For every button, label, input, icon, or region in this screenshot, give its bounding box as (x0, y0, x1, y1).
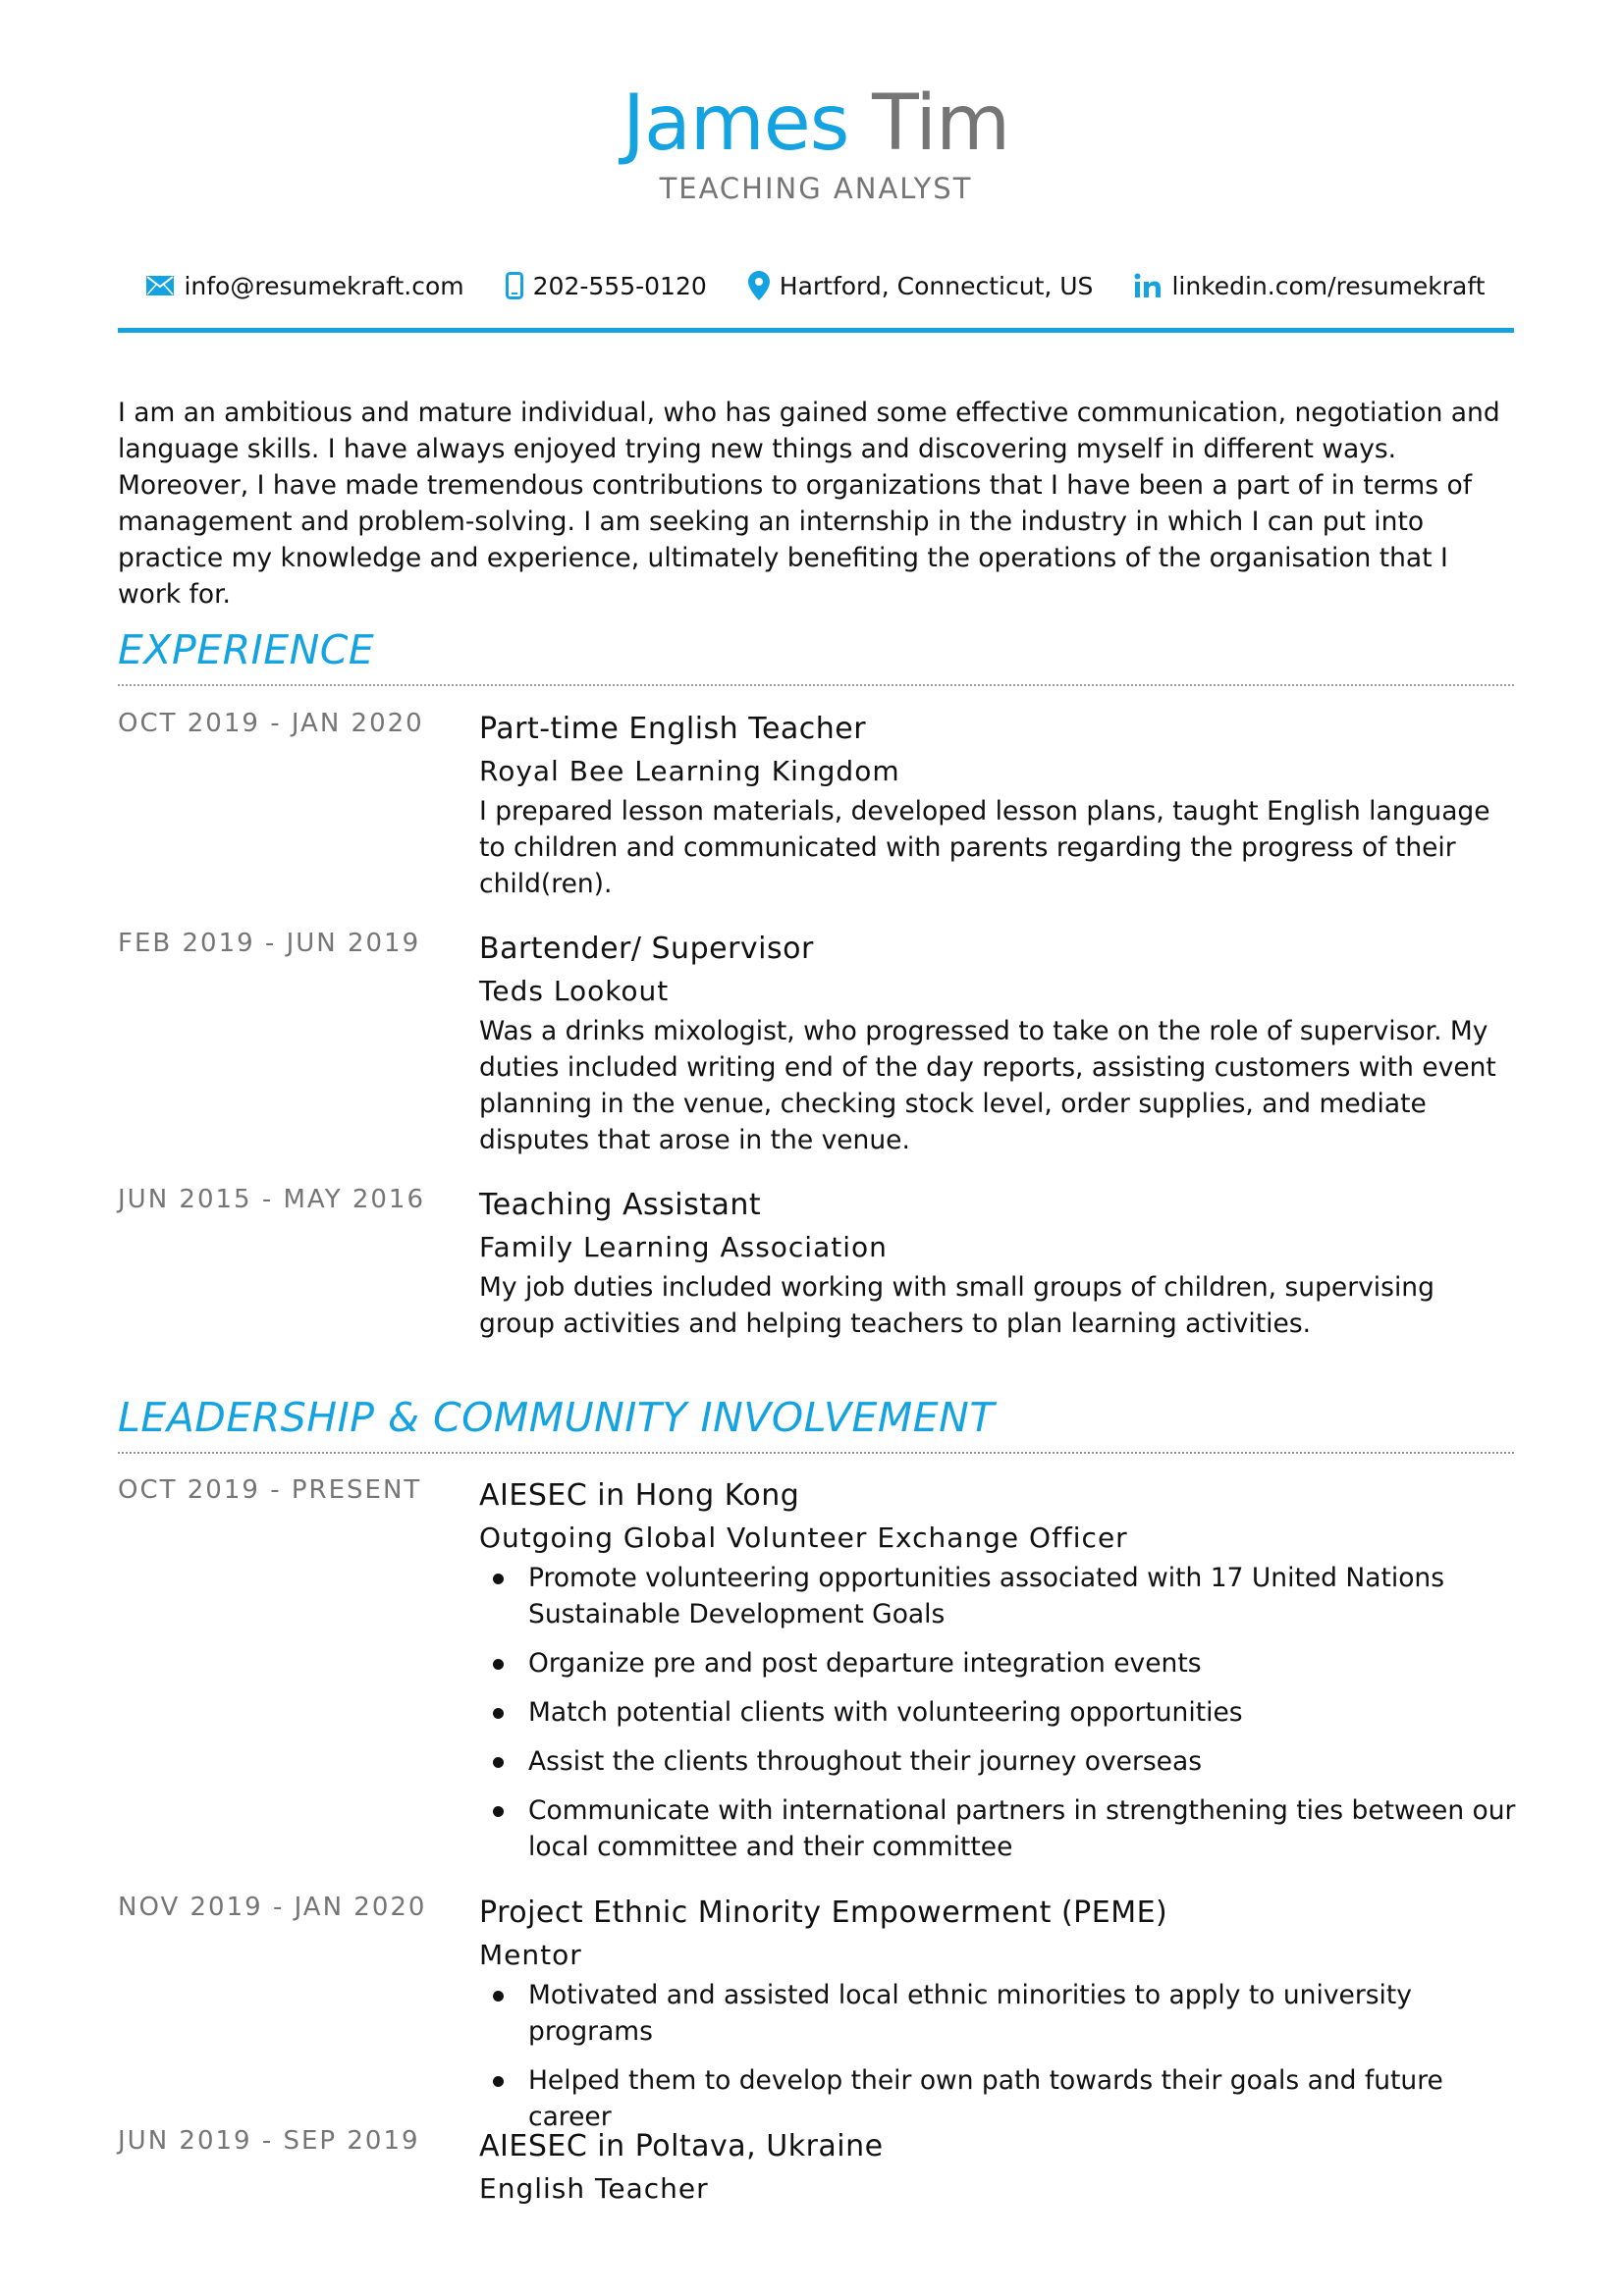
contact-phone[interactable] (506, 271, 707, 300)
contact-location[interactable] (748, 271, 1094, 300)
contact-linkedin-text: linkedin.com/resumekraft (1171, 271, 1486, 300)
entry-detail (479, 709, 1518, 902)
job-title: TEACHING ANALYST (659, 172, 973, 205)
contact-phone-text: 202-555-0120 (532, 271, 707, 300)
bullet-item: Promote volunteering opportunities associated with 17 United Nations Sustainable Development Goals (479, 1560, 1518, 1632)
entry-detail (479, 2126, 1518, 2211)
entry-date: OCT 2019 - PRESENT (118, 1475, 422, 1505)
entry-role: Project Ethnic Minority Empowerment (PEME) (479, 1896, 1168, 1930)
entry-org: English Teacher (479, 2172, 709, 2205)
entry-org: Family Learning Association (479, 1231, 888, 1263)
entry-date: NOV 2019 - JAN 2020 (118, 1893, 427, 1922)
leadership-divider (118, 1452, 1514, 1454)
entry-org: Teds Lookout (479, 975, 670, 1007)
email-icon (146, 276, 174, 295)
linkedin-icon (1134, 273, 1162, 298)
location-icon (748, 271, 770, 300)
bullet-item: Communicate with international partners in strengthening ties between our local committee and their committee (479, 1792, 1518, 1865)
bullet-item: Assist the clients throughout their journey overseas (479, 1743, 1518, 1780)
entry-role: Part-time English Teacher (479, 712, 867, 746)
entry-description: Was a drinks mixologist, who progressed to take on the role of supervisor. My duties included writing end of the day reports, assisting customers with event planning in the venue, checking stock level, order supplies, and mediate disputes that arose in the venue. (479, 1016, 1496, 1155)
summary-paragraph: I am an ambitious and mature individual, who has gained some effective communication, negotiation and language skills. I have always enjoyed trying new things and discovering myself in different ways. Moreover, I have made tremendous contributions to organizations that I have been a part of in terms of management and problem-solving. I am seeking an internship in the industry in which I can put into practice my knowledge and experience, ultimately benefiting the operations of the organisation that I work for. (118, 398, 1500, 610)
leadership-heading: LEADERSHIP & COMMUNITY INVOLVEMENT (118, 1394, 995, 1441)
header-divider (118, 328, 1514, 333)
entry-date: JUN 2019 - SEP 2019 (118, 2126, 420, 2156)
bullet-item: Match potential clients with volunteering opportunities (479, 1694, 1518, 1731)
entry-detail (479, 929, 1518, 1158)
entry-role: Bartender/ Supervisor (479, 932, 814, 966)
entry-bullet-list (479, 1977, 1518, 2135)
entry-role: Teaching Assistant (479, 1188, 762, 1222)
entry-date: OCT 2019 - JAN 2020 (118, 709, 424, 738)
entry-description: My job duties included working with small groups of children, supervising group activities and helping teachers to plan learning activities. (479, 1272, 1434, 1339)
experience-divider (118, 684, 1514, 686)
entry-org: Mentor (479, 1939, 582, 1971)
contact-linkedin[interactable] (1134, 271, 1485, 300)
bullet-item: Organize pre and post departure integration events (479, 1645, 1518, 1682)
phone-icon (506, 272, 523, 299)
entry-org: Royal Bee Learning Kingdom (479, 755, 900, 787)
entry-role: AIESEC in Hong Kong (479, 1478, 800, 1513)
first-name: James (622, 80, 849, 168)
contact-location-text: Hartford, Connecticut, US (779, 271, 1094, 300)
entry-detail (479, 1475, 1518, 1878)
entry-detail (479, 1893, 1518, 2148)
bullet-item: Motivated and assisted local ethnic minorities to apply to university programs (479, 1977, 1518, 2050)
contact-email-text: info@resumekraft.com (184, 271, 464, 300)
entry-bullet-list (479, 1560, 1518, 1865)
bullet-item: Helped them to develop their own path towards their goals and future career (479, 2062, 1518, 2135)
contact-email[interactable] (146, 271, 463, 300)
entry-org: Outgoing Global Volunteer Exchange Officer (479, 1522, 1128, 1554)
entry-description: I prepared lesson materials, developed lesson plans, taught English language to children and communicated with parents regarding the progress of their child(ren). (479, 796, 1490, 899)
contact-bar (118, 271, 1514, 300)
entry-date: JUN 2015 - MAY 2016 (118, 1185, 426, 1214)
entry-detail (479, 1185, 1518, 1342)
last-name: Tim (872, 80, 1010, 168)
candidate-name (118, 77, 1514, 171)
resume-page (118, 0, 1514, 2296)
entry-role: AIESEC in Poltava, Ukraine (479, 2129, 884, 2163)
experience-heading: EXPERIENCE (118, 626, 375, 673)
entry-date: FEB 2019 - JUN 2019 (118, 929, 421, 958)
